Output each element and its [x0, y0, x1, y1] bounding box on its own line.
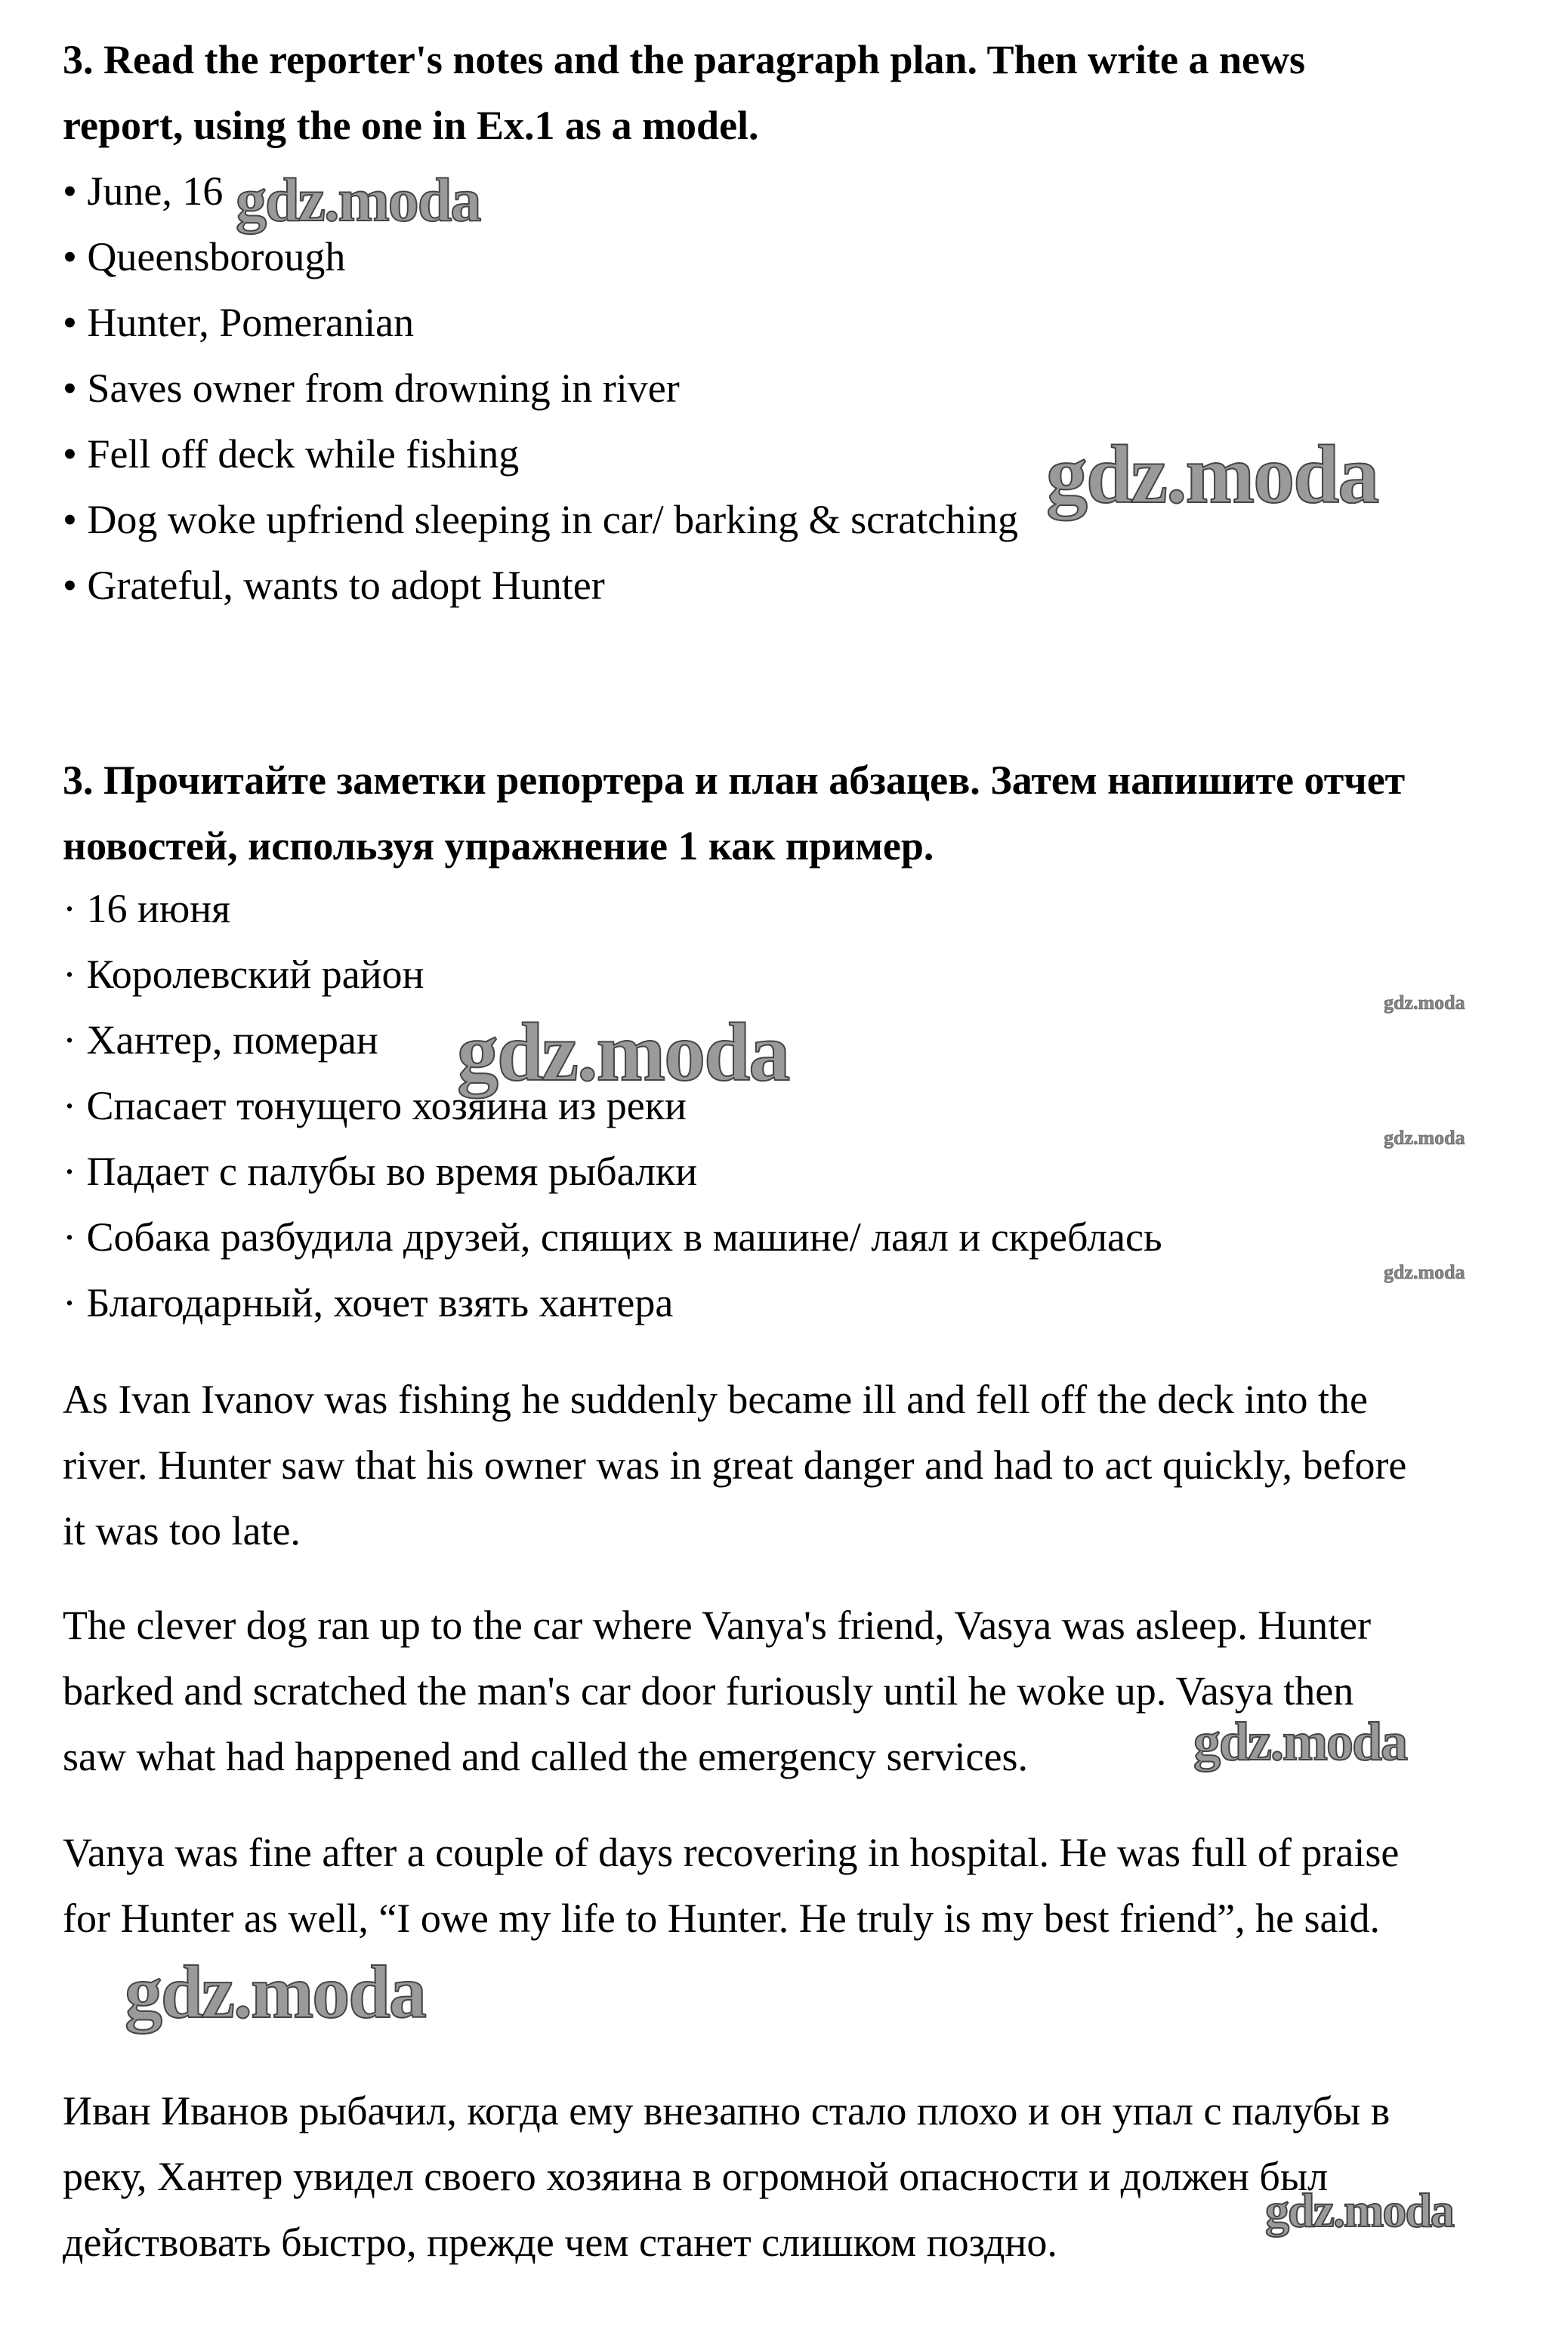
list-item: • Saves owner from drowning in river — [63, 366, 680, 411]
watermark: gdz.moda — [236, 165, 480, 234]
text-line: As Ivan Ivanov was fishing he suddenly became ill and fell off the deck into the — [63, 1377, 1369, 1422]
text-line: it was too late. — [63, 1508, 301, 1553]
text-line: river. Hunter saw that his owner was in great danger and had to act quickly, before — [63, 1442, 1407, 1488]
heading-line: 3. Read the reporter's notes and the paragraph plan. Then write a news — [63, 37, 1306, 82]
watermark: gdz.moda — [457, 1006, 789, 1098]
list-item: · Спасает тонущего хозяина из реки — [63, 1083, 687, 1128]
exercise-heading-ru — [63, 748, 1543, 879]
list-item: • Fell off deck while fishing — [63, 431, 520, 477]
list-item: • Hunter, Pomeranian — [63, 300, 415, 345]
heading-line: 3. Прочитайте заметки репортера и план абзацев. Затем напишите отчет — [63, 757, 1406, 803]
watermark: gdz.moda — [1384, 1261, 1465, 1283]
list-item: · Падает с палубы во время рыбалки — [63, 1149, 698, 1194]
text-line: Vanya was fine after a couple of days recovering in hospital. He was full of praise — [63, 1830, 1400, 1875]
heading-line: report, using the one in Ex.1 as a model. — [63, 103, 759, 148]
watermark: gdz.moda — [125, 1950, 425, 2034]
list-item: • Grateful, wants to adopt Hunter — [63, 563, 605, 608]
watermark: gdz.moda — [1265, 2183, 1453, 2237]
answer-paragraph-3 — [63, 1820, 1543, 1951]
heading-line: новостей, используя упражнение 1 как пример. — [63, 823, 934, 869]
text-line: saw what had happened and called the emergency services. — [63, 1734, 1028, 1779]
watermark: gdz.moda — [1384, 1127, 1465, 1149]
watermark: gdz.moda — [1384, 992, 1465, 1014]
notes-list-ru — [63, 876, 1543, 1336]
watermark: gdz.moda — [1046, 428, 1378, 520]
text-line: barked and scratched the man's car door furiously until he woke up. Vasya then — [63, 1668, 1354, 1714]
text-line: The clever dog ran up to the car where Vanya's friend, Vasya was asleep. Hunter — [63, 1603, 1372, 1648]
list-item: · 16 июня — [63, 886, 230, 931]
list-item: • Queensborough — [63, 234, 346, 279]
list-item: · Королевский район — [63, 952, 424, 997]
text-line: реку, Хантер увидел своего хозяина в огромной опасности и должен был — [63, 2154, 1329, 2199]
list-item: • Dog woke upfriend sleeping in car/ barking & scratching — [63, 497, 1019, 542]
text-line: Иван Иванов рыбачил, когда ему внезапно стало плохо и он упал с палубы в — [63, 2088, 1391, 2133]
answer-paragraph-ru — [63, 2078, 1543, 2275]
list-item: · Благодарный, хочет взять хантера — [63, 1280, 674, 1325]
watermark: gdz.moda — [1193, 1711, 1407, 1772]
exercise-heading-en — [63, 27, 1543, 159]
text-line: действовать быстро, прежде чем станет слишком поздно. — [63, 2220, 1057, 2265]
text-line: for Hunter as well, “I owe my life to Hunter. He truly is my best friend”, he said. — [63, 1896, 1381, 1941]
list-item: · Хантер, померан — [63, 1017, 378, 1063]
list-item: · Собака разбудила друзей, спящих в машине/ лаял и скреблась — [63, 1214, 1162, 1260]
list-item: • June, 16 — [63, 168, 224, 214]
answer-paragraph-1 — [63, 1367, 1543, 1564]
